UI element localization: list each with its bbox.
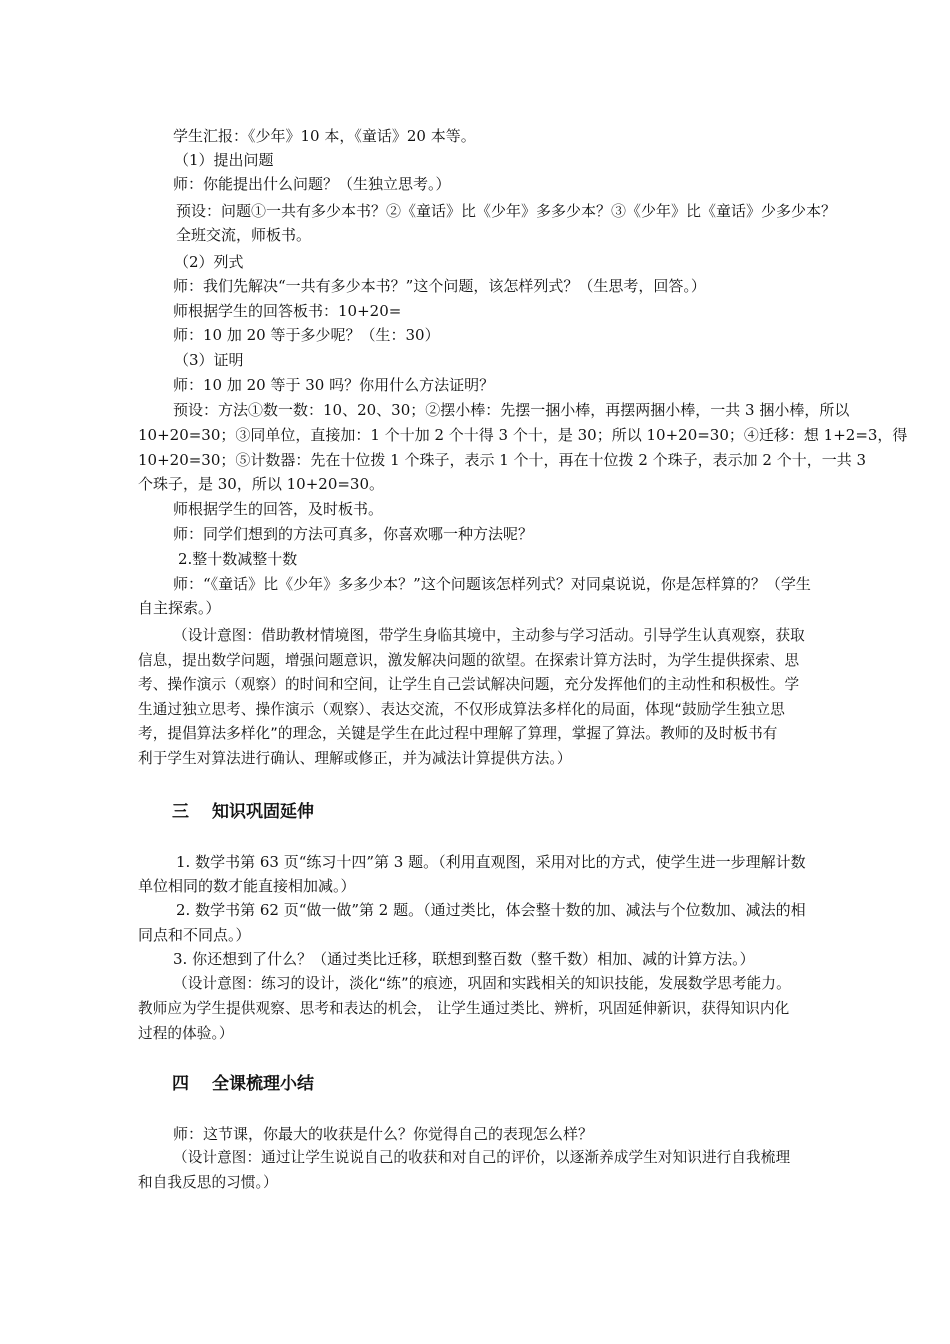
paragraph-line: 个珠子，是 30，所以 10+20=30。: [138, 475, 385, 493]
section-heading-4: [172, 1073, 314, 1095]
subheading-line: 2.整十数减整十数: [178, 550, 298, 568]
exercise-line: 同点和不同点。）: [138, 926, 251, 944]
design-intent-line: 考，提倡算法多样化”的理念，关键是学生在此过程中理解了算理，掌握了算法。教师的及时板书有: [138, 725, 778, 742]
paragraph-line: 学生汇报：《少年》10 本，《童话》20 本等。: [173, 127, 476, 145]
subheading-line: （2）列式: [174, 253, 244, 271]
paragraph-line: 师：10 加 20 等于 30 吗？你用什么方法证明？: [173, 376, 495, 394]
subheading-line: （3）证明: [174, 351, 244, 369]
design-intent-line: （设计意图：练习的设计，淡化“练”的痕迹，巩固和实践相关的知识技能，发展数学思考能力。: [173, 975, 791, 992]
subheading-line: （1）提出问题: [174, 151, 274, 169]
section-title: 知识巩固延伸: [212, 802, 314, 822]
paragraph-line: 师：同学们想到的方法可真多，你喜欢哪一种方法呢？: [173, 525, 534, 543]
paragraph-line: 师：这节课，你最大的收获是什么？你觉得自己的表现怎么样？: [173, 1125, 594, 1143]
paragraph-line: 师：10 加 20 等于多少呢？（生：30）: [173, 326, 440, 344]
design-intent-line: （设计意图：借助教材情境图，带学生身临其境中，主动参与学习活动。引导学生认真观察，获取: [173, 627, 805, 644]
paragraph-line: 全班交流，师板书。: [176, 226, 312, 244]
exercise-line: 3. 你还想到了什么？（通过类比迁移，联想到整百数（整千数）相加、减的计算方法。）: [173, 950, 755, 968]
paragraph-line: 师：你能提出什么问题？（生独立思考。）: [173, 175, 451, 193]
design-intent-line: 信息，提出数学问题，增强问题意识，激发解决问题的欲望。在探索计算方法时，为学生提供探索、思: [138, 652, 800, 669]
paragraph-line: 10+20=30；③同单位，直接加：1 个十加 2 个十得 3 个十，是 30；所以 10+20=30；④迁移：想 1+2=3，得: [138, 426, 908, 444]
design-intent-line: 生通过独立思考、操作演示（观察）、表达交流，不仅形成算法多样化的局面，体现“鼓励学生独立思: [138, 701, 785, 718]
exercise-line: 2. 数学书第 62 页“做一做”第 2 题。（通过类比，体会整十数的加、减法与个位数加、减法的相: [176, 901, 806, 919]
exercise-line: 单位相同的数才能直接相加减。）: [138, 877, 356, 895]
design-intent-line: 教师应为学生提供观察、思考和表达的机会， 让学生通过类比、辨析，巩固延伸新识，获得知识内化: [138, 1000, 790, 1017]
paragraph-line: 自主探索。）: [138, 599, 221, 617]
design-intent-line: 和自我反思的习惯。）: [138, 1174, 278, 1191]
paragraph-line: 师：“《童话》比《少年》多多少本？”这个问题该怎样列式？对同桌说说，你是怎样算的？（学生: [173, 575, 811, 593]
section-heading-3: [172, 801, 314, 823]
paragraph-line: 预设：方法①数一数：10、20、30；②摆小棒：先摆一捆小棒，再摆两捆小棒，一共 3 捆小棒，所以: [173, 401, 850, 419]
design-intent-line: （设计意图：通过让学生说说自己的收获和对自己的评价，以逐渐养成学生对知识进行自我梳理: [173, 1149, 791, 1166]
paragraph-line: 师根据学生的回答板书：10+20=: [173, 302, 402, 320]
section-number: 三: [172, 802, 189, 822]
section-number: 四: [172, 1074, 189, 1094]
exercise-line: 1. 数学书第 63 页“练习十四”第 3 题。（利用直观图，采用对比的方式，使学生进一步理解计数: [176, 853, 806, 871]
design-intent-line: 利于学生对算法进行确认、理解或修正，并为减法计算提供方法。）: [138, 750, 572, 767]
paragraph-line: 师根据学生的回答，及时板书。: [173, 500, 384, 518]
paragraph-line: 10+20=30；⑤计数器：先在十位拨 1 个珠子，表示 1 个十，再在十位拨 2 个珠子，表示加 2 个十，一共 3: [138, 451, 867, 469]
design-intent-line: 过程的体验。）: [138, 1025, 234, 1042]
section-title: 全课梳理小结: [212, 1074, 314, 1094]
paragraph-line: 预设：问题①一共有多少本书？②《童话》比《少年》多多少本？③《少年》比《童话》少多少本？: [176, 202, 837, 220]
paragraph-line: 师：我们先解决“一共有多少本书？”这个问题，该怎样列式？（生思考，回答。）: [173, 277, 706, 295]
design-intent-line: 考、操作演示（观察）的时间和空间，让学生自己尝试解决问题，充分发挥他们的主动性和积极性。学: [138, 676, 800, 693]
